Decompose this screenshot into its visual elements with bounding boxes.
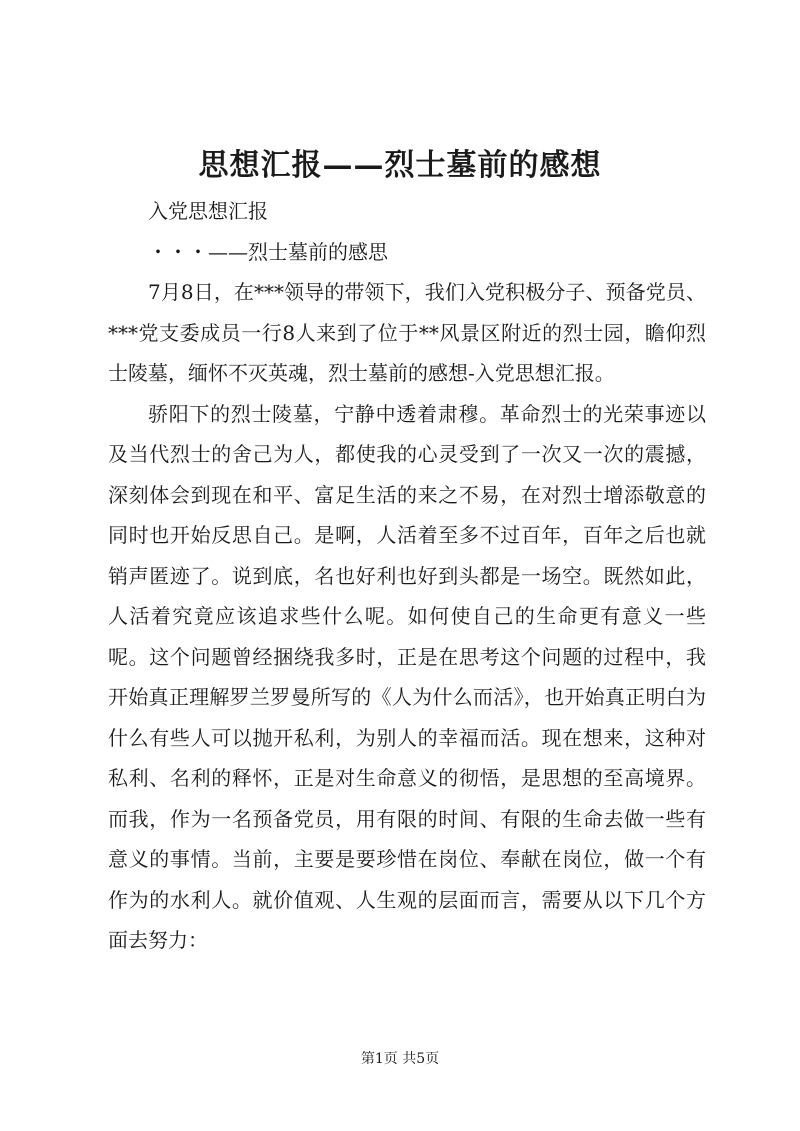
- paragraph: 骄阳下的烈士陵墓，宁静中透着肃穆。革命烈士的光荣事迹以及当代烈士的舍己为人，都使我的心灵受到了一次又一次的震撼，深刻体会到现在和平、富足生活的来之不易，在对烈士增添敬意的同时也开始反思自己。是啊，人活着至多不过百年，百年之后也就销声匿迹了。说到底，名也好利也好到头都是一场空。既然如此，人活着究竟应该追求些什么呢。如何使自己的生命更有意义一些呢。这个问题曾经捆绕我多时，正是在思考这个问题的过程中，我开始真正理解罗兰罗曼所写的《人为什么而活》，也开始真正明白为什么有些人可以抛开私利，为别人的幸福而活。现在想来，这种对私利、名利的释怀，正是对生命意义的彻悟，是思想的至高境界。而我，作为一名预备党员，用有限的时间、有限的生命去做一些有意义的事情。当前，主要是要珍惜在岗位、奉献在岗位，做一个有作为的水利人。就价值观、人生观的层面而言，需要从以下几个方面去努力：: [108, 401, 706, 952]
- document-subtitle: 入党思想汇报: [148, 199, 268, 223]
- page-number-footer: 第1页 共5页: [360, 1051, 440, 1067]
- paragraph: 7月8日，在***领导的带领下，我们入党积极分子、预备党员、***党支委成员一行8人来到了位于**风景区附近的烈士园，瞻仰烈士陵墓，缅怀不灭英魂，烈士墓前的感想-入党思想汇报。: [108, 280, 706, 385]
- document-title: 思想汇报——烈士墓前的感想: [198, 148, 602, 183]
- document-subheading: ・・・——烈士墓前的感思: [148, 240, 388, 264]
- document-body: [108, 272, 706, 961]
